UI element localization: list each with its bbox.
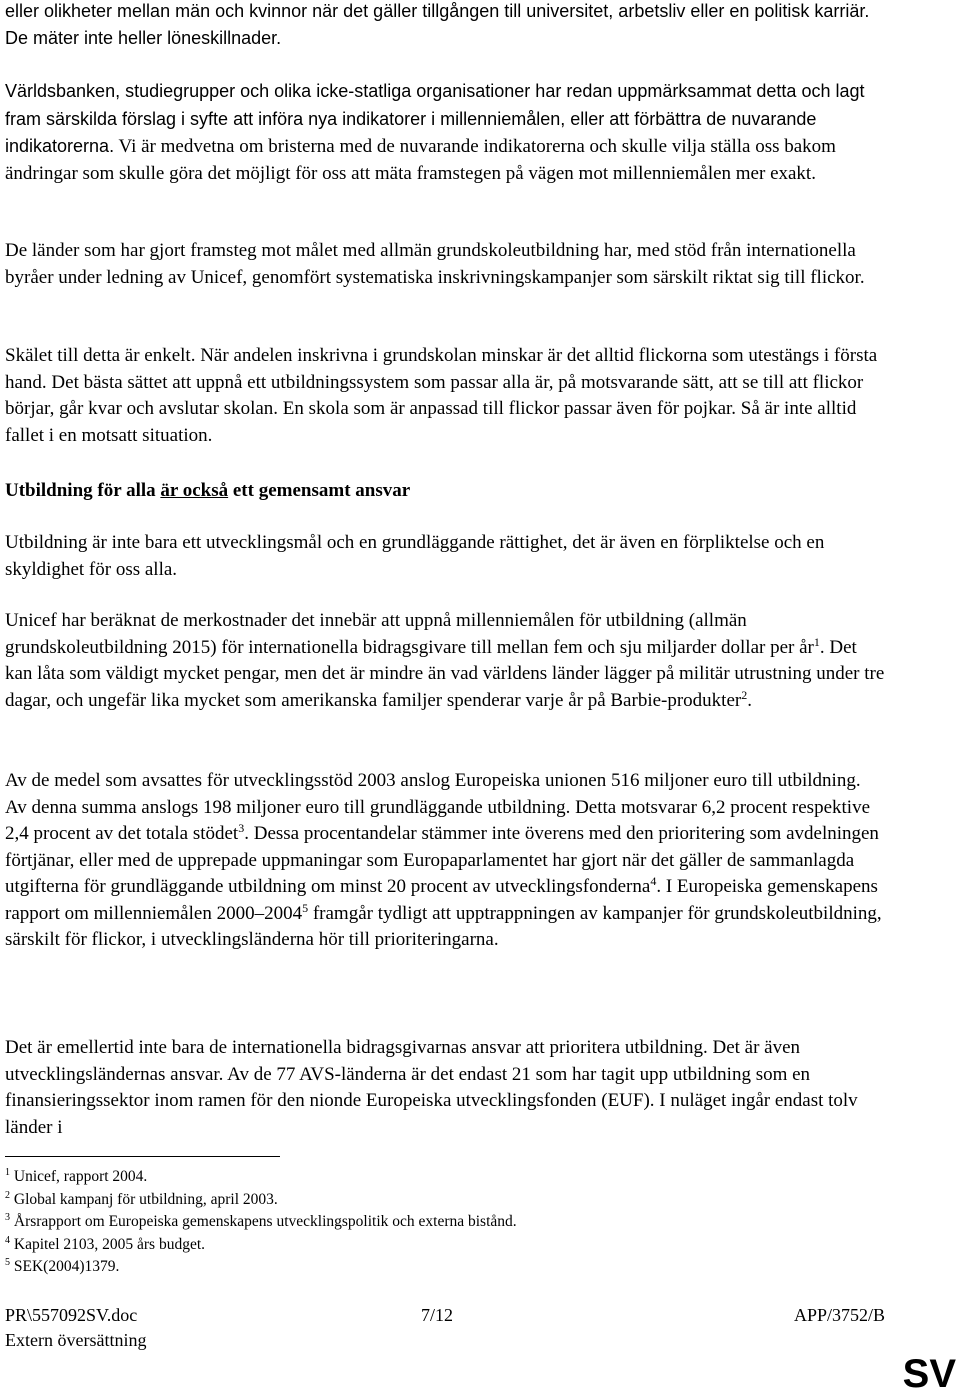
- paragraph-2: [5, 78, 885, 187]
- footnote-1: $^1$ Unicef, rapport 2004.: [5, 1167, 148, 1185]
- paragraph-1: eller olikheter mellan män och kvinnor när det gäller tillgången till universitet, arbetsliv eller en politisk karriär. De mäter inte heller löneskillnader.: [5, 1, 870, 48]
- paragraph-6: Unicef har beräknat de merkostnader det innebär att uppnå millenniemålen för utbildning (allmän grundskoleutbildning 2015) för internationella bidragsgivare till mellan fem och sju miljarder dollar per $år^1$. Det kan låta som väldigt mycket pengar, men det är mindre än vad världens länder lägger på militär utrustning under tre dagar, och ungefär lika mycket som amerikanska familjer spenderar varje år på Barbie-produkter$^2$.: [5, 610, 885, 711]
- footnote-separator: [5, 1156, 280, 1157]
- paragraph-5: Utbildning är inte bara ett utvecklingsmål och en grundläggande rättighet, det är även en förpliktelse och en skyldighet för oss alla.: [5, 532, 825, 580]
- footnote-ref-3: 3: [238, 821, 245, 835]
- footnote-2: $^2$ Global kampanj för utbildning, april 2003.: [5, 1189, 278, 1208]
- footnote-3: $^3$ Årsrapport om Europeiska gemenskapens utvecklingspolitik och externa bistånd.: [5, 1212, 517, 1230]
- paragraph-2-serif-part: Vi är medvetna om bristerna med de nuvarande indikatorerna och skulle vilja ställa oss bakom ändringar som skulle göra det möjligt för oss att mäta framstegen på vägen mot millenniemålen mer exakt.: [5, 136, 836, 184]
- paragraph-2-sans-part: Världsbanken, studiegrupper och olika icke-statliga organisationer har redan uppmärksammat detta och lagt fram särskilda förslag i syfte att införa nya indikatorer i millenniemålen, eller att förbättra de nuvarande indikatorerna.: [5, 81, 865, 156]
- paragraph-7: Av de medel som avsattes för utvecklingsstöd 2003 anslog Europeiska unionen 516 miljoner euro till utbildning. Av denna summa anslogs 198 miljoner euro till grundläggande utbildning. Detta motsvarar 6,2 procent respektive 2,4 procent av det totala stödet$^3$. Dessa procentandelar stämmer inte överens med den prioritering som avdelningen förtjänar, eller med de upprepade uppmaningar som Europaparlamentet har gjort när det gäller de sammanlagda utgifterna för grundläggande utbildning om minst 20 procent av utvecklingsfonderna$^4$. I Europeiska gemenskapens rapport om millenniemålen 2000–2004$^5$ framgår tydligt att upptrappningen av kampanjer för grundskoleutbildning, särskilt för flickor, i utvecklingsländerna hör till prioriteringarna.: [5, 770, 882, 950]
- footnote-ref-5: 5: [302, 900, 309, 915]
- footnotes: [5, 1166, 517, 1279]
- footnote-ref-2: 2: [741, 687, 748, 702]
- heading-underlined-text: är också: [160, 480, 229, 501]
- language-code: SV: [902, 1352, 956, 1396]
- footnote-ref-1: 1: [813, 634, 820, 649]
- section-heading: Utbildning för alla är också ett gemensamt ansvar: [5, 480, 411, 501]
- paragraph-3: De länder som har gjort framsteg mot målet med allmän grundskoleutbildning har, med stöd från internationella byråer under ledning av Unicef, genomfört systematiska inskrivningskampanjer som särskilt riktat sig till flickor.: [5, 240, 865, 288]
- footer-doc-name: PR\557092SV.doc: [5, 1305, 138, 1325]
- paragraph-8: Det är emellertid inte bara de internationella bidragsgivarnas ansvar att prioritera utbildning. Det är även utvecklingsländernas ansvar. Av de 77 AVS-länderna är det endast 21 som har tagit upp utbildning som en finansieringssektor inom ramen för den nionde Europeiska utvecklingsfonden (EUF). I nuläget ingår endast tolv länder i: [5, 1037, 858, 1138]
- paragraph-4: Skälet till detta är enkelt. När andelen inskrivna i grundskolan minskar är det alltid flickorna som utestängs i första hand. Det bästa sättet att uppnå ett utbildningssystem som passar alla är, på motsvarande sätt, att se till att flickor börjar, går kvar och avslutar skolan. En skola som är anpassad till flickor passar även för pojkar. Så är inte alltid fallet i en motsatt situation.: [5, 345, 878, 446]
- footnote-5: $^5$ SEK(2004)1379.: [5, 1257, 120, 1275]
- footnote-4: $^4$ Kapitel 2103, 2005 års budget.: [5, 1234, 206, 1253]
- footer-reference: APP/3752/B: [793, 1305, 885, 1325]
- footnote-ref-4: 4: [650, 874, 657, 888]
- footer-page-number: 7/12: [421, 1305, 454, 1325]
- footer-translation-note: Extern översättning: [5, 1330, 147, 1350]
